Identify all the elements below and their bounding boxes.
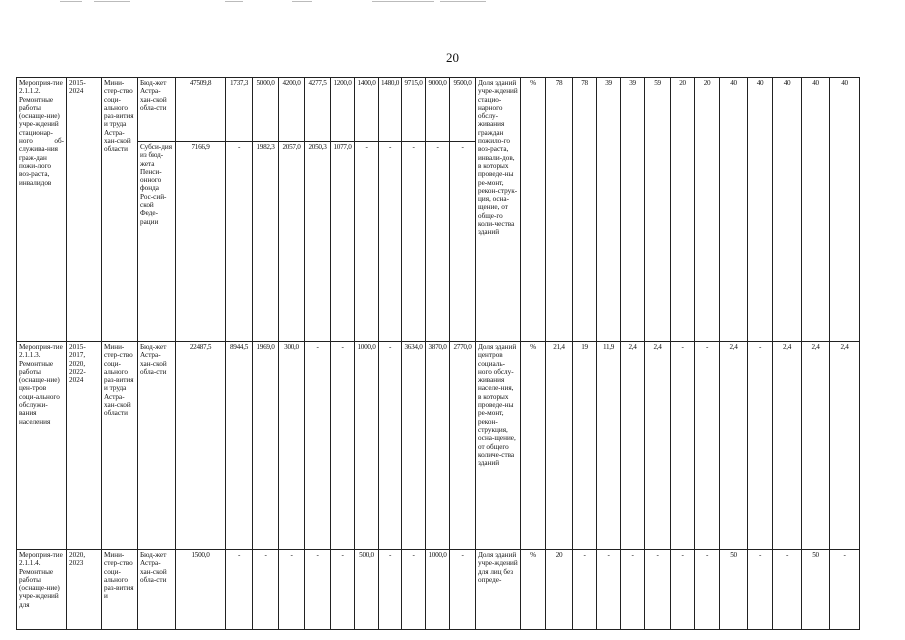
- target-value: -: [830, 550, 860, 630]
- target-value: 40: [773, 78, 802, 342]
- target-value: 78: [546, 78, 573, 342]
- target-value: -: [671, 342, 695, 550]
- funding-value: 4200,0: [279, 78, 305, 142]
- indicator-unit: %: [521, 78, 546, 342]
- funding-value: 9715,0: [402, 78, 426, 142]
- funding-value: 4277,5: [305, 78, 331, 142]
- executor: Мини-стер-ство соци-ального раз-вития и труда Астра-хан-ской области: [102, 342, 138, 550]
- funding-value: 1480,0: [379, 78, 402, 142]
- page-number: 20: [446, 50, 459, 65]
- target-value: 20: [546, 550, 573, 630]
- target-value: 20: [695, 78, 720, 342]
- table-row: [17, 550, 860, 630]
- target-value: -: [645, 550, 671, 630]
- target-value: 2,4: [621, 342, 645, 550]
- table-row: [17, 342, 860, 550]
- funding-source: Бюд-жет Астра-хан-ской обла-сти: [138, 550, 176, 630]
- funding-value: 1969,0: [253, 342, 279, 550]
- funding-value: 1000,0: [426, 550, 450, 630]
- funding-value: 1200,0: [331, 78, 355, 142]
- funding-value: 8944,5: [226, 342, 253, 550]
- indicator-name: Доля зданий центров социаль-ного обслу-живания населе-ния, в которых проведе-ны ре-монт, рекон-струкция, осна-щение, от общего количе-ства зданий: [476, 342, 521, 550]
- funding-value: 3634,0: [402, 342, 426, 550]
- funding-value: -: [379, 142, 402, 342]
- funding-value: 47509,8: [176, 78, 226, 142]
- implementation-years: 2015-2017, 2020, 2022-2024: [67, 342, 102, 550]
- target-value: -: [621, 550, 645, 630]
- implementation-years: 2015-2024: [67, 78, 102, 342]
- funding-value: 1982,3: [253, 142, 279, 342]
- target-value: 2,4: [720, 342, 748, 550]
- funding-value: 1077,0: [331, 142, 355, 342]
- funding-value: 300,0: [279, 342, 305, 550]
- funding-value: 2050,3: [305, 142, 331, 342]
- funding-value: -: [226, 142, 253, 342]
- funding-value: -: [355, 142, 379, 342]
- funding-value: -: [402, 142, 426, 342]
- target-value: 59: [645, 78, 671, 342]
- scan-artifact-marks: [60, 0, 500, 4]
- target-value: -: [671, 550, 695, 630]
- target-value: -: [748, 342, 773, 550]
- program-measures-table: [16, 77, 860, 630]
- target-value: 20: [671, 78, 695, 342]
- target-value: -: [748, 550, 773, 630]
- funding-value: -: [379, 342, 402, 550]
- measure-name: Мероприя-тие 2.1.1.4. Ремонтные работы (оснаще-ние) учре-ждений для: [17, 550, 67, 630]
- funding-value: 1000,0: [355, 342, 379, 550]
- indicator-unit: %: [521, 550, 546, 630]
- funding-value: -: [450, 550, 476, 630]
- funding-value: -: [331, 342, 355, 550]
- funding-value: 1400,0: [355, 78, 379, 142]
- target-value: 39: [621, 78, 645, 342]
- funding-value: 2057,0: [279, 142, 305, 342]
- target-value: 11,9: [597, 342, 621, 550]
- funding-value: -: [279, 550, 305, 630]
- measure-name: Мероприя-тие 2.1.1.3. Ремонтные работы (оснаще-ние) цен-тров соци-ального обслужи-вания населения: [17, 342, 67, 550]
- funding-value: 1737,3: [226, 78, 253, 142]
- funding-source: Бюд-жет Астра-хан-ской обла-сти: [138, 342, 176, 550]
- measure-name: Мероприя-тие 2.1.1.2. Ремонтные работы (оснаще-ние) учре-ждений стационар-ного об-служива-ния граж-дан пожи-лого воз-раста, инвалидов: [17, 78, 67, 342]
- target-value: 40: [720, 78, 748, 342]
- funding-source: Бюд-жет Астра-хан-ской обла-сти: [138, 78, 176, 142]
- target-value: 2,4: [802, 342, 830, 550]
- target-value: 40: [748, 78, 773, 342]
- funding-value: 1500,0: [176, 550, 226, 630]
- funding-value: 22487,5: [176, 342, 226, 550]
- target-value: 50: [802, 550, 830, 630]
- target-value: -: [695, 342, 720, 550]
- implementation-years: 2020, 2023: [67, 550, 102, 630]
- executor: Мини-стер-ство соци-ального раз-вития и: [102, 550, 138, 630]
- target-value: -: [573, 550, 597, 630]
- target-value: 2,4: [830, 342, 860, 550]
- target-value: 39: [597, 78, 621, 342]
- funding-value: 9500,0: [450, 78, 476, 142]
- funding-value: -: [331, 550, 355, 630]
- target-value: 40: [830, 78, 860, 342]
- target-value: -: [695, 550, 720, 630]
- funding-value: 500,0: [355, 550, 379, 630]
- target-value: -: [597, 550, 621, 630]
- funding-value: 3870,0: [426, 342, 450, 550]
- indicator-unit: %: [521, 342, 546, 550]
- indicator-name: Доля зданий учре-ждений стацио-нарного обслу-живания граждан пожило-го воз-раста, инвали-дов, в которых проведе-ны ре-монт, рекон-струк-ция, осна-щение, от обще-го коли-чества зданий: [476, 78, 521, 342]
- funding-value: -: [379, 550, 402, 630]
- funding-value: -: [226, 550, 253, 630]
- executor: Мини-стер-ство соци-ального раз-вития и труда Астра-хан-ской области: [102, 78, 138, 342]
- target-value: 2,4: [645, 342, 671, 550]
- target-value: 21,4: [546, 342, 573, 550]
- indicator-name: Доля зданий учре-ждений для лиц без опреде-: [476, 550, 521, 630]
- target-value: -: [773, 550, 802, 630]
- table-row: [17, 78, 860, 142]
- target-value: 2,4: [773, 342, 802, 550]
- funding-value: 7166,9: [176, 142, 226, 342]
- target-value: 40: [802, 78, 830, 342]
- funding-source: Субси-дия из бюд-жета Пенси-онного фонда Рос-сий-ской Феде-рации: [138, 142, 176, 342]
- funding-value: 9000,0: [426, 78, 450, 142]
- target-value: 78: [573, 78, 597, 342]
- funding-value: -: [450, 142, 476, 342]
- funding-value: -: [305, 342, 331, 550]
- funding-value: -: [305, 550, 331, 630]
- target-value: 19: [573, 342, 597, 550]
- funding-value: -: [402, 550, 426, 630]
- target-value: 50: [720, 550, 748, 630]
- funding-value: -: [426, 142, 450, 342]
- funding-value: -: [253, 550, 279, 630]
- funding-value: 5000,0: [253, 78, 279, 142]
- funding-value: 2770,0: [450, 342, 476, 550]
